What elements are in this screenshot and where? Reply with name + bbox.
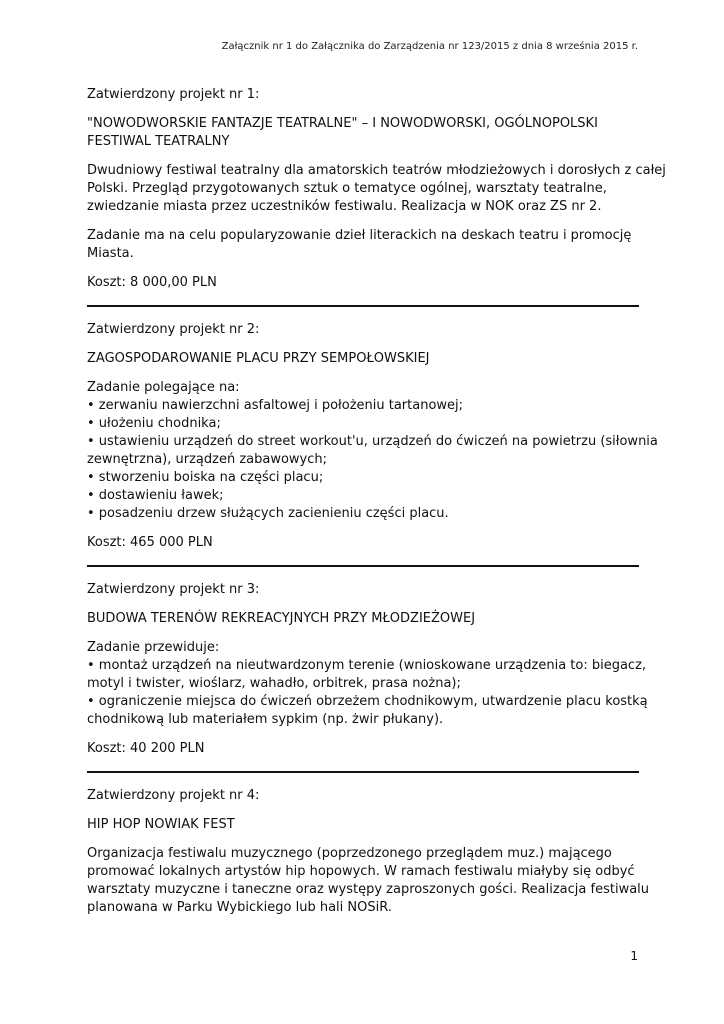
project-4-title: HIP HOP NOWIAK FEST bbox=[87, 817, 235, 832]
project-1-goal: Zadanie ma na celu popularyzowanie dzieł literackich na deskach teatru i promocję Miasta. bbox=[87, 228, 632, 261]
project-1-description: Dwudniowy festiwal teatralny dla amatorskich teatrów młodzieżowych i dorosłych z całej Polski. Przegląd przygotowanych sztuk o tematyce ogólnej, warsztaty teatralne, zwiedzanie miasta przez uczestników festiwalu. Realizacja w NOK oraz ZS nr 2. bbox=[87, 163, 666, 214]
project-4-description: Organizacja festiwalu muzycznego (poprzedzonego przeglądem muz.) mającego promować lokalnych artystów hip hopowych. W ramach festiwalu miałyby się odbyć warsztaty muzyczne i taneczne oraz występy zaproszonych gości. Realizacja festiwalu planowana w Parku Wybickiego lub hali NOSiR. bbox=[87, 846, 650, 915]
page-number: 1 bbox=[630, 949, 638, 963]
project-4-label: Zatwierdzony projekt nr 4: bbox=[87, 788, 260, 803]
list-item: • ułożeniu chodnika; bbox=[87, 416, 221, 431]
document-header: Załącznik nr 1 do Załącznika do Zarządzenia nr 123/2015 z dnia 8 września 2015 r. bbox=[221, 41, 638, 52]
list-item: Zadanie przewiduje: bbox=[87, 640, 220, 655]
project-3-task-list bbox=[87, 639, 648, 729]
project-2-label: Zatwierdzony projekt nr 2: bbox=[87, 322, 260, 337]
list-item: • stworzeniu boiska na części placu; bbox=[87, 470, 324, 485]
list-item: Zadanie polegające na: bbox=[87, 380, 240, 395]
list-item: • zerwaniu nawierzchni asfaltowej i położeniu tartanowej; bbox=[87, 398, 464, 413]
list-item: • ograniczenie miejsca do ćwiczeń obrzeżem chodnikowym, utwardzenie placu kostką bbox=[87, 694, 648, 709]
project-3-title: BUDOWA TERENÓW REKREACYJNYCH PRZY MŁODZIEŻOWEJ bbox=[87, 611, 476, 626]
project-3-label: Zatwierdzony projekt nr 3: bbox=[87, 582, 260, 597]
list-item: • dostawieniu ławek; bbox=[87, 488, 224, 503]
project-2-title: ZAGOSPODAROWANIE PLACU PRZY SEMPOŁOWSKIEJ bbox=[87, 351, 430, 366]
list-item: motyl i twister, wioślarz, wahadło, orbitrek, prasa nożna); bbox=[87, 676, 461, 691]
list-item: zewnętrzna), urządzeń zabawowych; bbox=[87, 452, 328, 467]
list-item: • montaż urządzeń na nieutwardzonym terenie (wnioskowane urządzenia to: biegacz, bbox=[87, 658, 647, 673]
list-item: • posadzeniu drzew służących zacienieniu części placu. bbox=[87, 506, 449, 521]
project-3-cost: Koszt: 40 200 PLN bbox=[87, 741, 205, 756]
project-1-cost: Koszt: 8 000,00 PLN bbox=[87, 275, 217, 290]
document-body bbox=[87, 86, 666, 917]
project-2-task-list bbox=[87, 379, 658, 523]
list-item: • ustawieniu urządzeń do street workout'u, urządzeń do ćwiczeń na powietrzu (siłownia bbox=[87, 434, 658, 449]
project-2-cost: Koszt: 465 000 PLN bbox=[87, 535, 213, 550]
list-item: chodnikową lub materiałem sypkim (np. żwir płukany). bbox=[87, 712, 444, 727]
project-1-label: Zatwierdzony projekt nr 1: bbox=[87, 87, 260, 102]
project-1-title: "NOWODWORSKIE FANTAZJE TEATRALNE" – I NOWODWORSKI, OGÓLNOPOLSKI FESTIWAL TEATRALNY bbox=[87, 116, 598, 149]
